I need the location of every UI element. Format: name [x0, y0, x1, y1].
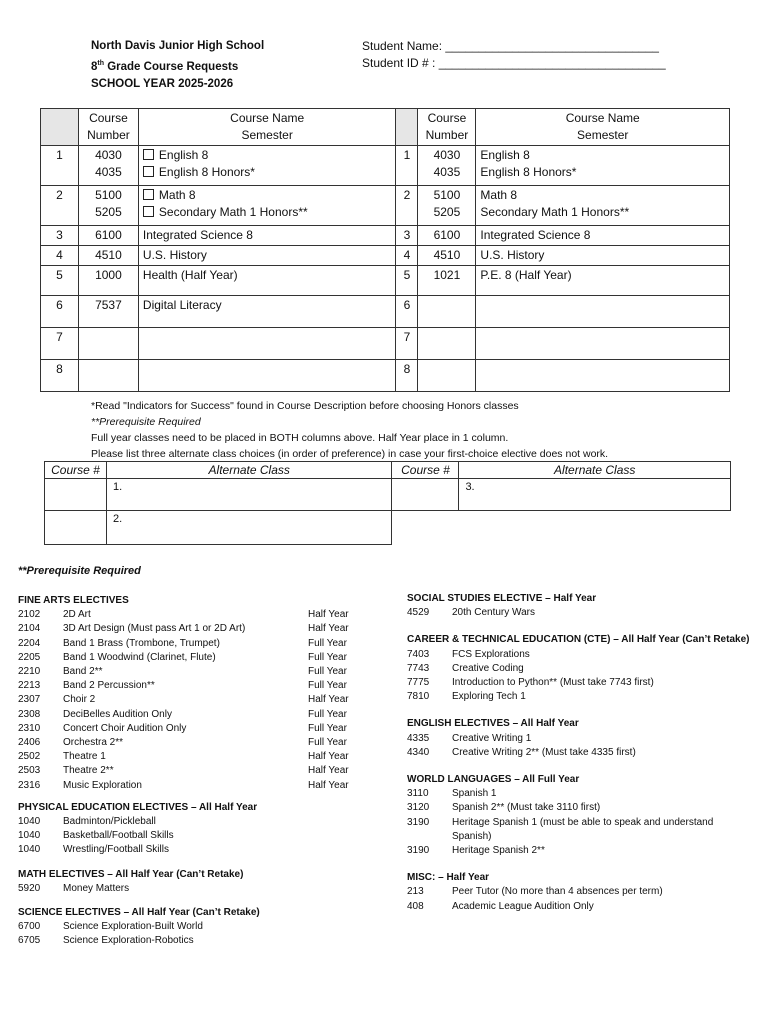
- h-number: Number: [87, 128, 130, 142]
- list-item: [407, 900, 757, 914]
- cell-text: U.S. History: [480, 248, 545, 262]
- math-section: [18, 868, 378, 896]
- alt-h-course-left: Course #: [45, 462, 107, 479]
- course-code: 2316: [18, 779, 41, 791]
- cell-text: 5100: [433, 188, 461, 202]
- course-name-right[interactable]: [476, 226, 730, 246]
- cell-text: P.E. 8 (Half Year): [480, 268, 572, 282]
- course-number-left[interactable]: [78, 186, 138, 226]
- list-item: [407, 662, 757, 676]
- course-number-right[interactable]: [418, 328, 476, 360]
- row-number-right: 5: [396, 266, 418, 296]
- course-title: Band 1 Brass (Trombone, Trumpet): [63, 637, 220, 649]
- checkbox[interactable]: [143, 166, 154, 177]
- course-title: Orchestra 2**: [63, 737, 124, 749]
- social-studies-section: [407, 592, 757, 620]
- row-number: 6: [41, 296, 79, 328]
- course-row: [41, 360, 730, 392]
- header-course-name-right: [476, 109, 730, 146]
- course-name-left[interactable]: [138, 328, 396, 360]
- course-name-left[interactable]: [138, 226, 396, 246]
- course-title: 2D Art: [63, 609, 91, 621]
- list-item: [18, 934, 378, 948]
- alt-class-3[interactable]: 3.: [459, 479, 731, 511]
- course-title: Band 1 Woodwind (Clarinet, Flute): [63, 651, 216, 663]
- alt-course-3[interactable]: [392, 479, 459, 511]
- cell-text: 4030: [95, 148, 122, 162]
- course-code: 2308: [18, 708, 41, 720]
- course-code: 7403: [407, 648, 430, 660]
- h-course: Course: [89, 111, 128, 125]
- course-name-left[interactable]: [138, 296, 396, 328]
- grade-rest: Grade Course Requests: [104, 60, 239, 73]
- row-number-right: 1: [396, 146, 418, 186]
- course-code: 2307: [18, 694, 41, 706]
- cell-text: 4035: [433, 165, 461, 179]
- section-title: WORLD LANGUAGES – All Full Year: [407, 774, 580, 786]
- course-code: 2102: [18, 609, 41, 621]
- alt-header-row: [45, 462, 731, 479]
- course-length: Full Year: [308, 737, 347, 749]
- course-length: Half Year: [308, 609, 349, 621]
- cell-line: [480, 187, 725, 204]
- cell-line: [83, 147, 134, 164]
- course-code: 4340: [407, 746, 430, 758]
- cell-text: 4510: [95, 248, 122, 262]
- course-row: [41, 266, 730, 296]
- grade-title: [91, 55, 264, 76]
- course-title: Science Exploration-Built World: [63, 921, 203, 933]
- course-code: 2204: [18, 637, 41, 649]
- course-title: Badminton/Pickleball: [63, 816, 156, 828]
- course-name-left[interactable]: [138, 146, 396, 186]
- course-name-left[interactable]: [138, 266, 396, 296]
- course-length: Half Year: [308, 751, 349, 763]
- course-title: Heritage Spanish 2**: [452, 845, 545, 857]
- course-length: Half Year: [308, 623, 349, 635]
- section-title: PHYSICAL EDUCATION ELECTIVES – All Half Year: [18, 801, 258, 813]
- table-header-row: [41, 109, 730, 146]
- course-code: 2310: [18, 722, 41, 734]
- course-code: 3190: [407, 845, 430, 857]
- course-row: [41, 186, 730, 226]
- cell-text: Secondary Math 1 Honors**: [480, 205, 630, 219]
- checkbox-option[interactable]: [143, 187, 392, 204]
- h-semester: Semester: [241, 128, 293, 142]
- course-name-left[interactable]: [138, 360, 396, 392]
- cell-text: Math 8: [158, 188, 196, 202]
- row-number: 8: [41, 360, 79, 392]
- course-length: Full Year: [308, 637, 347, 649]
- cell-text: Health (Half Year): [142, 268, 238, 282]
- alt-empty: [392, 511, 459, 545]
- alt-row-2: [45, 511, 731, 545]
- course-length: Full Year: [308, 651, 347, 663]
- alt-empty: [459, 511, 731, 545]
- alt-class-2[interactable]: 2.: [106, 511, 392, 545]
- course-name-left[interactable]: [138, 246, 396, 266]
- course-code: 7775: [407, 677, 430, 689]
- course-number-left[interactable]: [78, 296, 138, 328]
- course-title: Creative Writing 1: [452, 732, 532, 744]
- course-row: [41, 328, 730, 360]
- course-code: 2502: [18, 751, 41, 763]
- course-title: Spanish 2** (Must take 3110 first): [452, 802, 601, 814]
- list-item: [18, 651, 378, 665]
- course-title: Heritage Spanish 1 (must be able to speak and understand: [452, 816, 714, 828]
- course-row: [41, 246, 730, 266]
- course-row: [41, 226, 730, 246]
- list-item: [18, 622, 378, 636]
- cell-line: [143, 297, 392, 314]
- cell-text: English 8: [158, 148, 209, 162]
- note-full-year: Full year classes need to be placed in BOTH columns above. Half Year place in 1 column.: [91, 432, 509, 444]
- cell-line: [422, 247, 471, 264]
- course-length: Half Year: [308, 779, 349, 791]
- cell-line: [83, 267, 134, 284]
- course-length: Full Year: [308, 722, 347, 734]
- science-section: [18, 906, 378, 949]
- course-title: Spanish 1: [452, 788, 497, 800]
- cell-line: [480, 147, 725, 164]
- list-item: [18, 882, 378, 896]
- course-title: Introduction to Python** (Must take 7743 first): [452, 677, 654, 689]
- cell-text: 6100: [95, 228, 122, 242]
- alt-h-class-left: Alternate Class: [106, 462, 392, 479]
- header-course-number-right: [418, 109, 476, 146]
- course-title: 20th Century Wars: [452, 607, 535, 619]
- alt-course-1[interactable]: [45, 479, 107, 511]
- course-title: Band 2**: [63, 666, 103, 678]
- list-item: [407, 801, 757, 815]
- checkbox-option[interactable]: [143, 164, 392, 181]
- h-number: Number: [425, 128, 469, 142]
- course-title: Band 2 Percussion**: [63, 680, 155, 692]
- student-id-field[interactable]: Student ID # : __________________________________: [362, 56, 666, 70]
- cell-line: [480, 247, 725, 264]
- cell-text: English 8: [480, 148, 530, 162]
- list-item: [407, 676, 757, 690]
- header-blank-right: [396, 109, 418, 146]
- course-title: FCS Explorations: [452, 648, 530, 660]
- h-name: Course Name: [565, 111, 640, 125]
- list-item: [18, 679, 378, 693]
- grade-sup: th: [97, 60, 105, 67]
- cell-text: 4510: [433, 248, 461, 262]
- right-elective-lists: [407, 592, 757, 914]
- alt-h-class-right: Alternate Class: [459, 462, 731, 479]
- course-number-right[interactable]: [418, 360, 476, 392]
- course-number-left[interactable]: [78, 146, 138, 186]
- course-number-left[interactable]: [78, 360, 138, 392]
- list-item: [407, 885, 757, 899]
- list-item: [18, 736, 378, 750]
- cell-text: 4030: [433, 148, 461, 162]
- cell-line: [143, 267, 392, 284]
- course-title: Theatre 2**: [63, 765, 114, 777]
- cell-line: [480, 204, 725, 221]
- list-item: [18, 779, 378, 793]
- cell-line: [143, 227, 392, 244]
- cell-text: 6100: [433, 228, 461, 242]
- list-item: [407, 844, 757, 858]
- course-code: 2210: [18, 666, 41, 678]
- cell-text: English 8 Honors*: [480, 165, 577, 179]
- cell-line: [83, 204, 134, 221]
- cell-line: [83, 247, 134, 264]
- cell-text: Digital Literacy: [142, 298, 222, 312]
- course-number-right[interactable]: [418, 226, 476, 246]
- course-title: Choir 2: [63, 694, 96, 706]
- cell-text: Math 8: [480, 188, 518, 202]
- checkbox[interactable]: [143, 149, 154, 160]
- course-title: Theatre 1: [63, 751, 106, 763]
- student-name-field[interactable]: Student Name: ________________________________: [362, 39, 659, 53]
- row-number: 2: [41, 186, 79, 226]
- list-item: [18, 708, 378, 722]
- list-item: [407, 830, 757, 844]
- english-section: [407, 717, 757, 760]
- alternates-table: [44, 461, 731, 545]
- list-item: [18, 608, 378, 622]
- cell-line: [422, 147, 471, 164]
- course-length: Full Year: [308, 708, 347, 720]
- course-title: Basketball/Football Skills: [63, 830, 174, 842]
- course-code: 1040: [18, 844, 41, 856]
- cell-text: Secondary Math 1 Honors**: [158, 205, 308, 219]
- cell-line: [143, 247, 392, 264]
- course-number-right[interactable]: [418, 246, 476, 266]
- course-code: 2205: [18, 651, 41, 663]
- row-number: 5: [41, 266, 79, 296]
- section-title: SCIENCE ELECTIVES – All Half Year (Can’t Retake): [18, 907, 260, 919]
- section-title: ENGLISH ELECTIVES – All Half Year: [407, 718, 579, 730]
- row-number-right: 8: [396, 360, 418, 392]
- course-code: 3110: [407, 788, 429, 800]
- notes: [91, 398, 608, 462]
- cell-text: 7537: [95, 298, 122, 312]
- left-elective-lists: [18, 594, 378, 949]
- prereq-heading: **Prerequisite Required: [18, 565, 141, 577]
- note-prereq: **Prerequisite Required: [91, 416, 201, 428]
- course-title: Music Exploration: [63, 779, 142, 791]
- course-number-right[interactable]: [418, 296, 476, 328]
- course-title: Academic League Audition Only: [452, 900, 594, 912]
- cell-line: [83, 227, 134, 244]
- course-name-right[interactable]: [476, 146, 730, 186]
- header-blank-left: [41, 109, 79, 146]
- course-title: Exploring Tech 1: [452, 691, 526, 703]
- cell-line: [422, 204, 471, 221]
- school-name: North Davis Junior High School: [91, 40, 265, 52]
- course-number-right[interactable]: [418, 146, 476, 186]
- course-code: 6700: [18, 921, 41, 933]
- checkbox[interactable]: [143, 206, 154, 217]
- section-title: MISC: – Half Year: [407, 872, 490, 884]
- header-course-name-left: [138, 109, 396, 146]
- list-item: [18, 764, 378, 778]
- cell-line: [480, 164, 725, 181]
- course-number-left[interactable]: [78, 266, 138, 296]
- course-title: Wrestling/Football Skills: [63, 844, 169, 856]
- list-item: [18, 920, 378, 934]
- list-item: [18, 843, 378, 857]
- course-name-right[interactable]: [476, 266, 730, 296]
- course-code: 6705: [18, 935, 41, 947]
- course-code: 2213: [18, 680, 41, 692]
- course-code: 4335: [407, 732, 430, 744]
- cell-text: Integrated Science 8: [480, 228, 591, 242]
- list-item: [18, 722, 378, 736]
- cell-line: [422, 227, 471, 244]
- cell-text: 4035: [95, 165, 122, 179]
- cell-line: [480, 227, 725, 244]
- cell-line: [422, 164, 471, 181]
- school-header: [91, 38, 264, 93]
- course-code: 1040: [18, 830, 41, 842]
- cell-text: 5205: [433, 205, 461, 219]
- course-code: 213: [407, 886, 424, 898]
- alt-course-2[interactable]: [45, 511, 107, 545]
- cell-line: [480, 267, 725, 284]
- list-item: [18, 829, 378, 843]
- cte-section: [407, 633, 757, 704]
- cell-text: Integrated Science 8: [142, 228, 253, 242]
- course-length: Full Year: [308, 666, 347, 678]
- grade-number: 8: [91, 60, 98, 73]
- list-item: [18, 693, 378, 707]
- course-row: [41, 146, 730, 186]
- course-length: Half Year: [308, 765, 349, 777]
- course-code: 2503: [18, 765, 41, 777]
- course-length: Half Year: [308, 694, 349, 706]
- course-code: 3120: [407, 802, 430, 814]
- course-table: [40, 108, 730, 392]
- school-year: SCHOOL YEAR 2025-2026: [91, 77, 234, 90]
- cell-text: 1000: [95, 268, 122, 282]
- list-item: [407, 787, 757, 801]
- row-number-right: 3: [396, 226, 418, 246]
- course-name-right[interactable]: [476, 246, 730, 266]
- row-number: 3: [41, 226, 79, 246]
- course-number-right[interactable]: [418, 266, 476, 296]
- course-code: 5920: [18, 882, 41, 894]
- list-item: [407, 606, 757, 620]
- course-code: 4529: [407, 607, 430, 619]
- course-number-right[interactable]: [418, 186, 476, 226]
- course-name-left[interactable]: [138, 186, 396, 226]
- course-code: 7810: [407, 691, 430, 703]
- course-code: 2104: [18, 623, 41, 635]
- course-title: Concert Choir Audition Only: [63, 722, 187, 734]
- row-number: 1: [41, 146, 79, 186]
- cell-text: U.S. History: [142, 248, 207, 262]
- header-course-number-left: [78, 109, 138, 146]
- course-row: [41, 296, 730, 328]
- fine-arts-section: [18, 594, 378, 793]
- row-number-right: 2: [396, 186, 418, 226]
- list-item: [407, 746, 757, 760]
- course-title: Creative Writing 2** (Must take 4335 first): [452, 746, 636, 758]
- course-name-right[interactable]: [476, 328, 730, 360]
- student-info: [362, 38, 666, 72]
- section-title: FINE ARTS ELECTIVES: [18, 595, 129, 606]
- cell-text: 1021: [433, 268, 461, 282]
- course-code: 7743: [407, 662, 430, 674]
- alt-class-1[interactable]: 1.: [106, 479, 392, 511]
- course-name-right[interactable]: [476, 296, 730, 328]
- checkbox-option[interactable]: [143, 204, 392, 221]
- course-number-left[interactable]: [78, 246, 138, 266]
- course-code: 2406: [18, 737, 41, 749]
- checkbox-option[interactable]: [143, 147, 392, 164]
- cell-line: [83, 297, 134, 314]
- checkbox[interactable]: [143, 189, 154, 200]
- course-code: 1040: [18, 816, 41, 828]
- pe-section: [18, 801, 378, 858]
- course-name-right[interactable]: [476, 360, 730, 392]
- list-item: [407, 732, 757, 746]
- h-semester: Semester: [577, 128, 629, 142]
- h-course: Course: [427, 111, 467, 125]
- row-number: 4: [41, 246, 79, 266]
- course-title: Science Exploration-Robotics: [63, 935, 194, 947]
- course-name-right[interactable]: [476, 186, 730, 226]
- section-title: CAREER & TECHNICAL EDUCATION (CTE) – All Half Year (Can’t Retake): [407, 634, 750, 646]
- section-title: MATH ELECTIVES – All Half Year (Can’t Retake): [18, 868, 244, 880]
- list-item: [18, 665, 378, 679]
- world-languages-section: [407, 773, 757, 858]
- course-code: 3190: [407, 816, 430, 828]
- alt-row-1: [45, 479, 731, 511]
- cell-text: English 8 Honors*: [158, 165, 255, 179]
- section-title: SOCIAL STUDIES ELECTIVE – Half Year: [407, 593, 597, 604]
- row-number-right: 6: [396, 296, 418, 328]
- cell-line: [83, 164, 134, 181]
- cell-line: [83, 187, 134, 204]
- course-title: DeciBelles Audition Only: [63, 708, 172, 720]
- course-title: 3D Art Design (Must pass Art 1 or 2D Art): [63, 623, 246, 635]
- list-item: [407, 648, 757, 662]
- alt-h-course-right: Course #: [392, 462, 459, 479]
- misc-section: [407, 871, 757, 914]
- course-number-left[interactable]: [78, 328, 138, 360]
- course-code: 408: [407, 900, 424, 912]
- course-title: Peer Tutor (No more than 4 absences per term): [452, 886, 663, 898]
- course-length: Full Year: [308, 680, 347, 692]
- list-item: [18, 815, 378, 829]
- cell-line: [422, 187, 471, 204]
- course-title: Spanish): [452, 830, 492, 842]
- row-number-right: 7: [396, 328, 418, 360]
- cell-text: 5205: [95, 205, 122, 219]
- row-number-right: 4: [396, 246, 418, 266]
- h-name: Course Name: [230, 111, 305, 125]
- list-item: [407, 816, 757, 830]
- course-title: Money Matters: [63, 882, 130, 894]
- course-title: Creative Coding: [452, 662, 524, 674]
- list-item: [407, 690, 757, 704]
- list-item: [18, 750, 378, 764]
- course-number-left[interactable]: [78, 226, 138, 246]
- note-alternates: Please list three alternate class choices (in order of preference) in case your first-choice elective does not work.: [91, 448, 609, 460]
- note-honors: *Read "Indicators for Success" found in Course Description before choosing Honors classes: [91, 400, 519, 412]
- list-item: [18, 637, 378, 651]
- row-number: 7: [41, 328, 79, 360]
- cell-line: [422, 267, 471, 284]
- cell-text: 5100: [95, 188, 122, 202]
